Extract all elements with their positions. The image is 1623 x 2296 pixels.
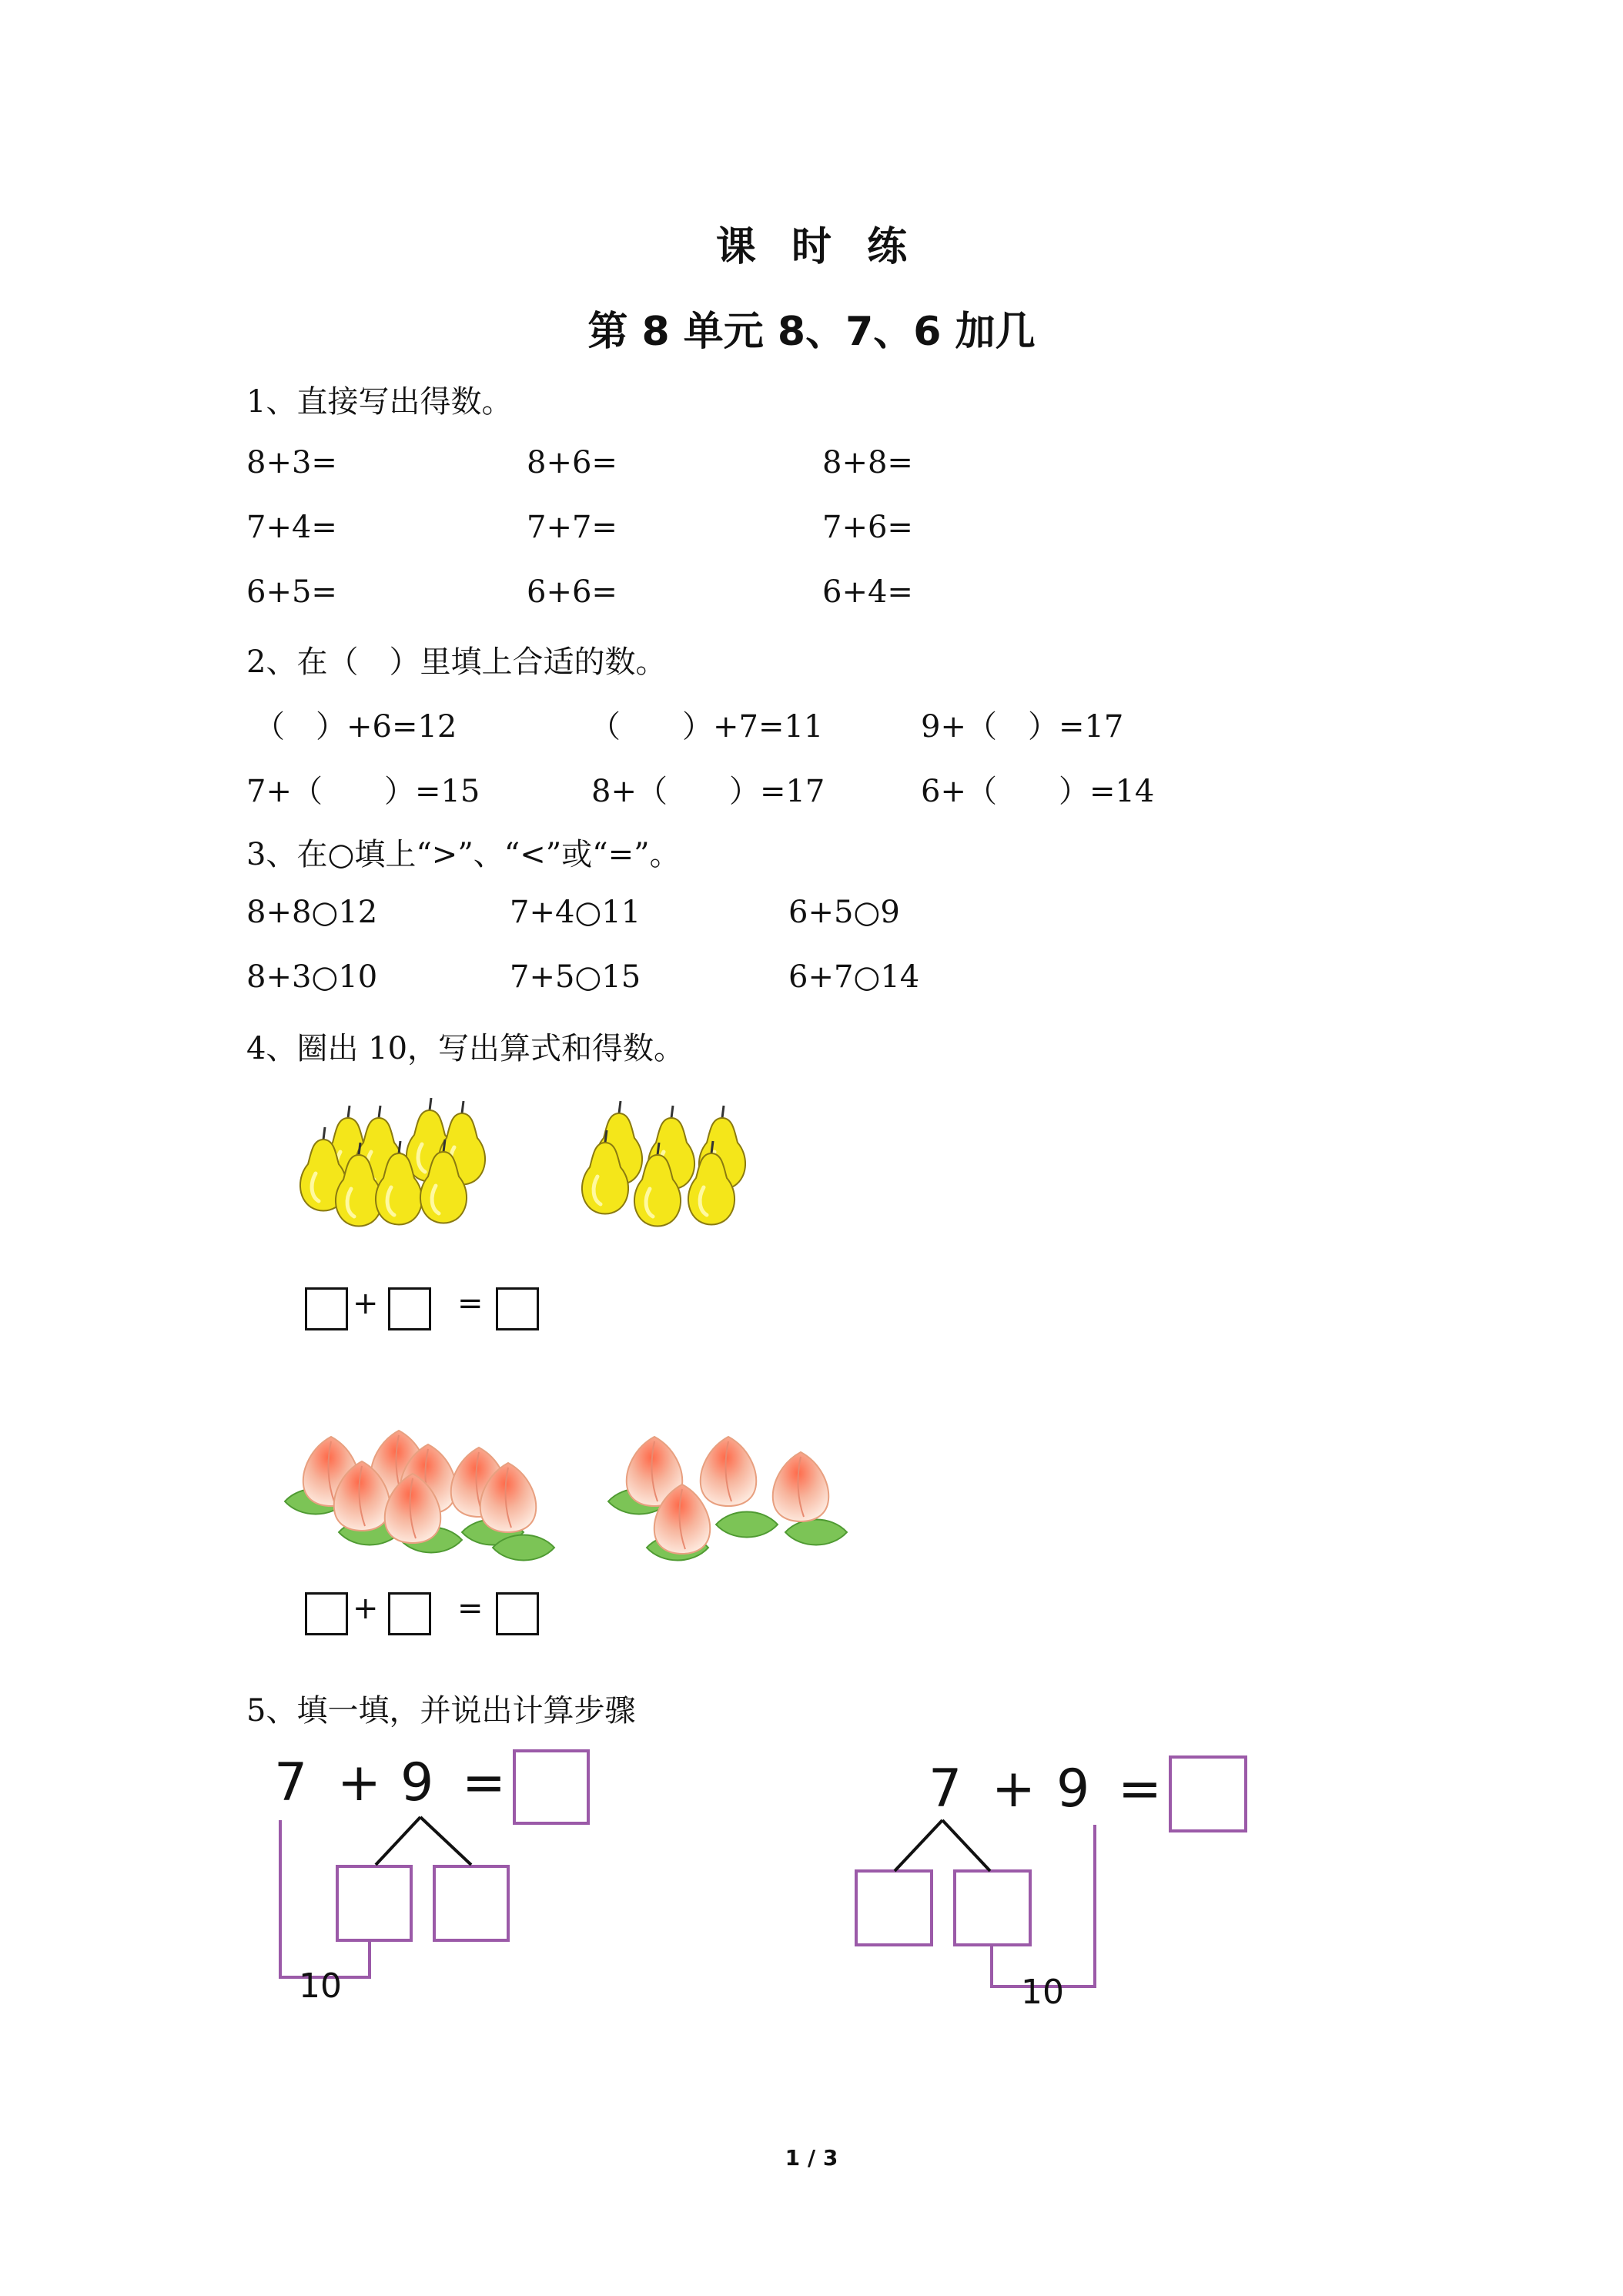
decomposition-lines <box>269 1809 531 1986</box>
answer-box[interactable] <box>496 1287 539 1330</box>
q1-exercise: 7+4= <box>246 510 337 545</box>
q2-exercise: （ ）+7=11 <box>590 709 824 745</box>
pear-group-right <box>570 1086 770 1247</box>
pear-group-left <box>293 1093 508 1247</box>
q1-exercise: 7+7= <box>527 510 617 545</box>
q1-heading: 1、直接写出得数。 <box>246 384 513 420</box>
answer-box[interactable] <box>305 1592 348 1635</box>
q3-exercise: 6+7○14 <box>788 959 920 995</box>
q1-exercise: 7+6= <box>822 510 913 545</box>
q1-exercise: 8+8= <box>822 445 913 480</box>
answer-box[interactable] <box>388 1592 431 1635</box>
q2-exercise: 7+（ ）=15 <box>246 774 480 809</box>
q1-exercise: 6+5= <box>246 574 337 610</box>
addend-b: 9 <box>1056 1759 1090 1819</box>
q3-exercise: 7+4○11 <box>510 895 641 930</box>
equals-sign: = <box>457 1286 484 1321</box>
q1-exercise: 8+3= <box>246 445 337 480</box>
q1-exercise: 8+6= <box>527 445 617 480</box>
q5-heading: 5、填一填，并说出计算步骤 <box>246 1693 636 1729</box>
decomposition-lines <box>847 1814 1109 1999</box>
ten-label: 10 <box>1021 1973 1064 2012</box>
q1-exercise: 6+6= <box>527 574 617 610</box>
q2-exercise: 6+（ ）=14 <box>921 774 1155 809</box>
q3-exercise: 7+5○15 <box>510 959 641 995</box>
q2-exercise: 9+（ ）=17 <box>921 709 1124 745</box>
q3-exercise: 8+8○12 <box>246 895 378 930</box>
page-subtitle: 第 8 单元 8、7、6 加几 <box>587 309 1036 355</box>
equals-sign: = <box>1118 1759 1162 1819</box>
addend-a: 7 <box>929 1759 962 1819</box>
addend-b: 9 <box>400 1752 434 1813</box>
addend-a: 7 <box>274 1752 308 1813</box>
plus-sign: + <box>353 1591 379 1626</box>
plus-sign: + <box>337 1752 381 1813</box>
peach-group-left <box>277 1417 562 1571</box>
answer-box[interactable] <box>496 1592 539 1635</box>
q3-heading: 3、在○填上“>”、“<”或“=”。 <box>246 837 681 872</box>
page-title: 课 时 练 <box>715 224 908 270</box>
answer-box[interactable] <box>305 1287 348 1330</box>
q4-heading: 4、圈出 10，写出算式和得数。 <box>246 1031 685 1066</box>
q2-exercise: （ ）+6=12 <box>254 709 457 745</box>
plus-sign: + <box>992 1759 1036 1819</box>
ten-label: 10 <box>299 1966 342 2006</box>
plus-sign: + <box>353 1286 379 1321</box>
q1-exercise: 6+4= <box>822 574 913 610</box>
equals-sign: = <box>462 1752 506 1813</box>
page-number: 1 / 3 <box>785 2145 838 2170</box>
peach-group-right <box>593 1417 855 1571</box>
sum-answer-box[interactable] <box>1169 1755 1247 1832</box>
answer-box[interactable] <box>388 1287 431 1330</box>
equals-sign: = <box>457 1591 484 1626</box>
q2-exercise: 8+（ ）=17 <box>591 774 825 809</box>
q3-exercise: 6+5○9 <box>788 895 900 930</box>
q3-exercise: 8+3○10 <box>246 959 378 995</box>
q2-heading: 2、在（ ）里填上合适的数。 <box>246 644 667 680</box>
